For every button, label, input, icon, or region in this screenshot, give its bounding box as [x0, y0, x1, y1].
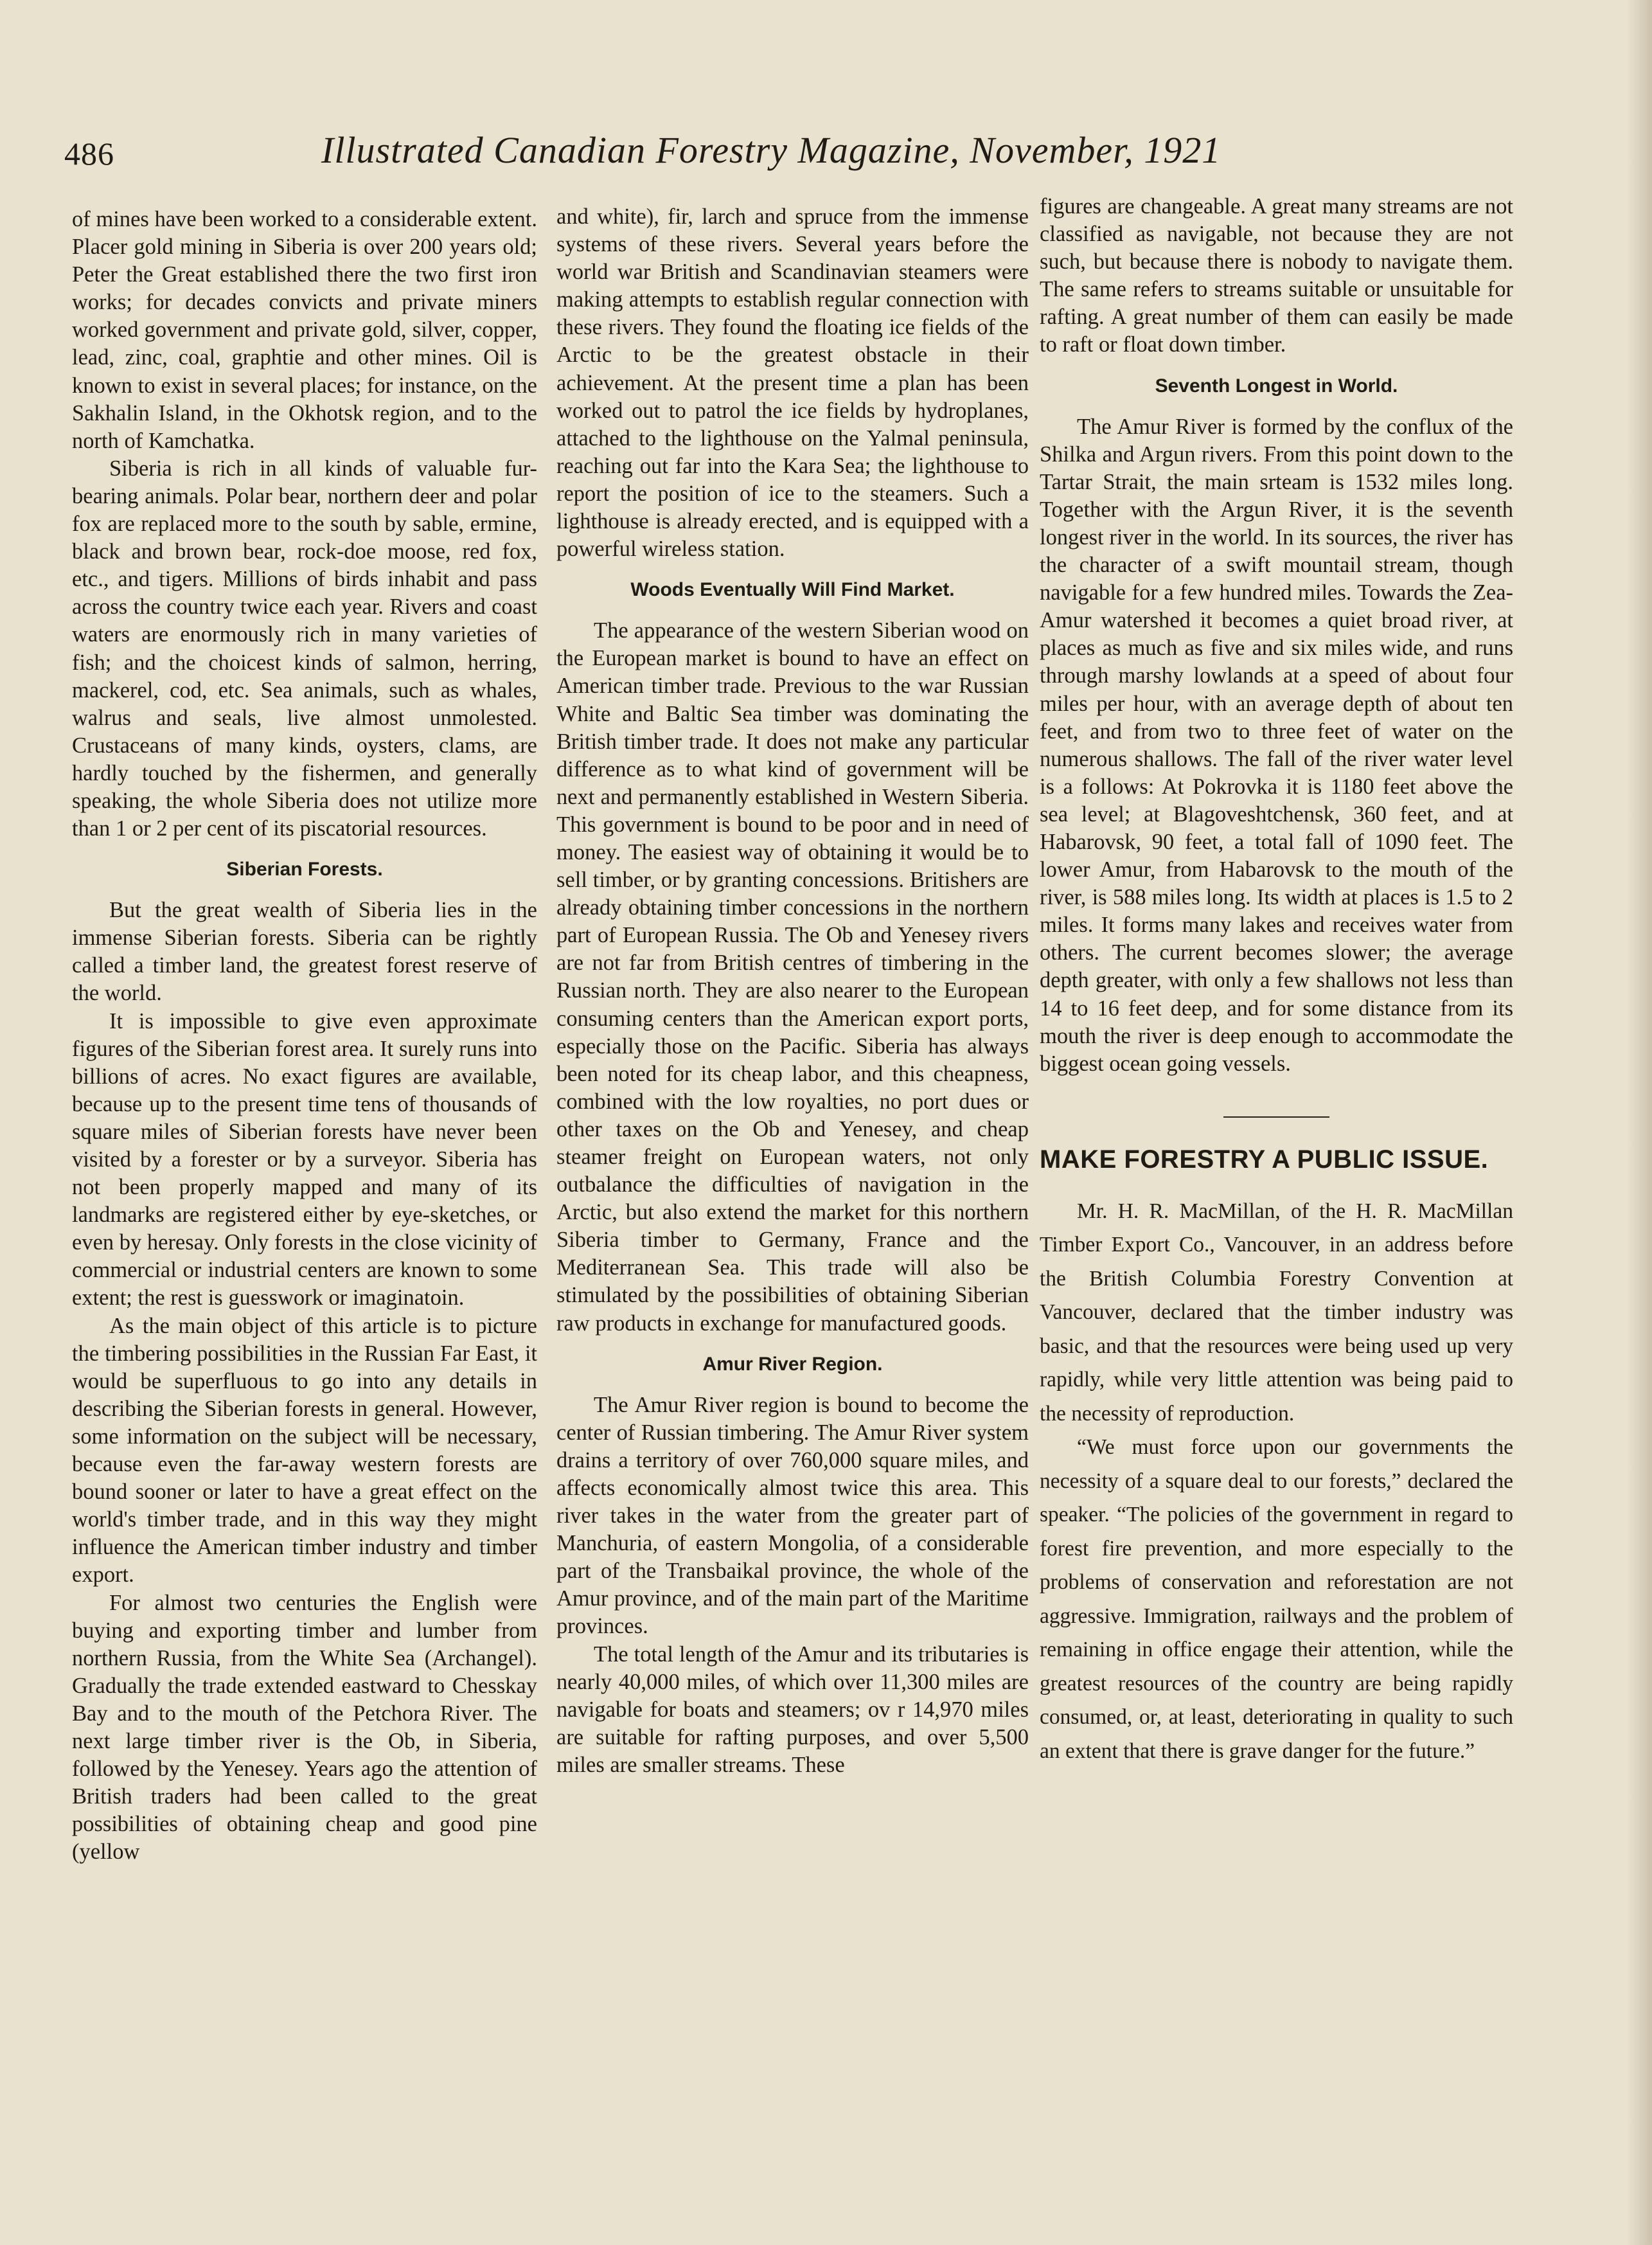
paragraph: It is impossible to give even approximate figures of the Siberian forest area. It surely runs into billions of acres. No exact figures are available, because up to the present time tens of thousands of square miles of Siberian forests have never been visited by a forester or by a surveyor. Siberia has not been properly mapped and many of its landmarks are registered either by eye-sketches, or even by heresay. Only forests in the close vicinity of commercial or industrial centers are known to some extent; the rest is guesswork or imaginatoin. — [72, 1008, 537, 1310]
article-title-public-issue: MAKE FORESTRY A PUBLIC ISSUE. — [1040, 1145, 1489, 1174]
paragraph: The total length of the Amur and its tributaries is nearly 40,000 miles, of which over 11,300 miles are navigable for boats and steamers; ov r 14,970 miles are suitable for rafting purposes, and over 5,500 miles are smaller streams. These — [556, 1641, 1029, 1777]
paragraph: The Amur River region is bound to become the center of Russian timbering. The Amur River system drains a territory of over 760,000 square miles, and affects economically almost twice this area. This river takes in the water from the greater part of Manchuria, of eastern Mongolia, of a considerable part of the Transbaikal province, the whole of the Amur province, and of the main part of the Maritime provinces. — [556, 1392, 1029, 1639]
section-heading-siberian-forests: Siberian Forests. — [226, 859, 383, 881]
section-heading-amur-region: Amur River Region. — [702, 1353, 883, 1375]
article-column-2 — [556, 203, 1029, 2157]
paragraph: Mr. H. R. MacMillan, of the H. R. MacMillan Timber Export Co., Vancouver, in an address before the British Columbia Forestry Convention at Vancouver, declared that the timber industry was basic, and that the resources were being used up very rapidly, while very little attention was being paid to the necessity of reproduction. — [1040, 1199, 1513, 1426]
running-title: Illustrated Canadian Forestry Magazine, November, 1921 — [321, 129, 1221, 171]
paragraph: figures are changeable. A great many streams are not classified as navigable, not because they are not such, but because there is nobody to navigate them. The same refers to streams suitable or unsuitable for rafting. A great number of them can easily be made to raft or float down timber. — [1040, 194, 1513, 357]
article-divider — [1223, 1116, 1329, 1118]
paragraph: The Amur River is formed by the conflux of the Shilka and Argun rivers. From this point down to the Tartar Strait, the main srteam is 1532 miles long. Together with the Argun River, it is the seventh longest river in the world. In its sources, the river has the character of a swift mountail stream, though navigable for a few hundred miles. Towards the Zea-Amur watershed it becomes a quiet broad river, at places as much as five and six miles wide, and runs through marshy lowlands at a speed of about four miles per hour, with an average depth of about ten feet, and from two to three feet of water on the numerous shallows. The fall of the river water level is a follows: At Pokrovka it is 1180 feet above the sea level; at Blagoveshtchensk, 360 feet, and at Habarovsk, 90 feet, a total fall of 1090 feet. The lower Amur, from Habarovsk to the mouth of the river, is 588 miles long. Its width at places is 1.5 to 2 miles. It forms many lakes and receives water from others. The current becomes slower; the average depth greater, with only a few shallows not less than 14 to 16 feet deep, and for some distance from its mouth the river is deep enough to accommodate the biggest ocean going vessels. — [1040, 414, 1513, 1076]
section-heading-seventh-longest: Seventh Longest in World. — [1155, 375, 1398, 397]
paragraph: The appearance of the western Siberian wood on the European market is bound to have an effect on American timber trade. Previous to the war Russian White and Baltic Sea timber was dominating the British timber trade. It does not make any particular difference as to what kind of government will be next and permanently established in Western Siberia. This government is bound to be poor and in need of money. The easiest way of obtaining it would be to sell timber, or by granting concessions. Britishers are already obtaining timber concessions in the northern part of European Russia. The Ob and Yenesey rivers are not far from British centres of timbering in the Russian north. They are also nearer to the European consuming centers than the American export ports, especially those on the Pacific. Siberia has always been noted for its cheap labor, and this cheapness, combined with the low royalties, no port dues or other taxes on the Ob and Yenesey, and cheap steamer freight on European waters, not only outbalance the difficulties of navigation in the Arctic, but also extend the market for this northern Siberia timber to Germany, France and the Mediterranean Sea. This trade will also be stimulated by the possibilities of obtaining Siberian raw products in exchange for manufactured goods. — [556, 618, 1029, 1336]
paragraph: of mines have been worked to a considerable extent. Placer gold mining in Siberia is over 200 years old; Peter the Great established there the two first iron works; for decades convicts and private miners worked government and private gold, silver, copper, lead, zinc, coal, graphtie and other mines. Oil is known to exist in several places; for instance, on the Sakhalin Island, in the Okhotsk region, and to the north of Kamchatka. — [72, 207, 537, 453]
paragraph: “We must force upon our governments the necessity of a square deal to our forests,” declared the speaker. “The policies of the government in regard to forest fire prevention, and more especially to the problems of conservation and reforestation are not aggressive. Immigration, railways and the problem of remaining in office engage their attention, while the greatest resources of the country are being rapidly consumed, or, at least, deteriorating in quality to such an extent that there is grave danger for the future.” — [1040, 1435, 1513, 1763]
paragraph: and white), fir, larch and spruce from the immense systems of these rivers. Several years before the world war British and Scandinavian steamers were making attempts to establish regular connection with these rivers. They found the floating ice fields of the Arctic to be the greatest obstacle in their achievement. At the present time a plan has been worked out to patrol the ice fields by hydroplanes, attached to the lighthouse on the Yalmal peninsula, reaching out far into the Kara Sea; the lighthouse to report the position of ice to the steamers. Such a lighthouse is already erected, and is equipped with a powerful wireless station. — [556, 204, 1029, 562]
page-edge-shadow — [1626, 0, 1652, 2245]
paragraph: Siberia is rich in all kinds of valuable fur-bearing animals. Polar bear, northern deer and polar fox are replaced more to the south by sable, ermine, black and brown bear, rock-doe moose, red fox, etc., and tigers. Millions of birds inhabit and pass across the country twice each year. Rivers and coast waters are enormously rich in many varieties of fish; and the choicest kinds of salmon, herring, mackerel, cod, etc. Sea animals, such as whales, walrus and seals, live almost unmolested. Crustaceans of many kinds, oysters, clams, are hardly touched by the fishermen, and generally speaking, the whole Siberia does not utilize more than 1 or 2 per cent of its piscatorial resources. — [72, 456, 537, 841]
page-number: 486 — [64, 136, 114, 172]
paragraph: For almost two centuries the English were buying and exporting timber and lumber from northern Russia, from the White Sea (Archangel). Gradually the trade extended eastward to Chesskay Bay and to the mouth of the Petchora River. The next large timber river is the Ob, in Siberia, followed by the Yenesey. Years ago the attention of British traders had been called to the great possibilities of obtaining cheap and good pine (yellow — [72, 1590, 537, 1865]
page-header — [64, 129, 1510, 186]
paragraph: As the main object of this article is to picture the timbering possibilities in the Russian Far East, it would be superfluous to go into any details in describing the Siberian forests in general. However, some information on the subject will be necessary, because even the far-away western forests are bound sooner or later to have a great effect on the world's timber trade, and in this way they might influence the American timber industry and timber export. — [72, 1313, 537, 1588]
section-heading-woods-market: Woods Eventually Will Find Market. — [630, 579, 955, 601]
article-column-1 — [72, 206, 537, 2160]
article-column-3 — [1040, 193, 1513, 2147]
paragraph: But the great wealth of Siberia lies in the immense Siberian forests. Siberia can be rightly called a timber land, the greatest forest reserve of the world. — [72, 898, 537, 1006]
